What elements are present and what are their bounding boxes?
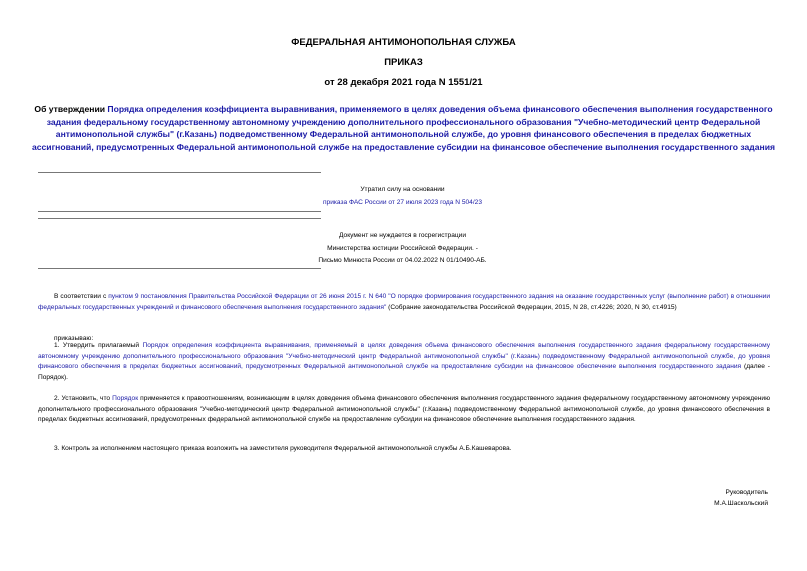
decree-link[interactable]: пунктом 9 постановления Правительства Российской Федерации от 26 июня 2015 г. N 640 "О порядке формирования государственного задания на оказание государственных услуг (выполнение работ) в отношении федеральных государственных учреждений и финансового обеспечения выполнения государственного задания" bbox=[38, 293, 770, 311]
title-prefix: Об утверждении bbox=[34, 104, 108, 114]
item-1-paragraph bbox=[38, 341, 770, 383]
procedure-short-link[interactable]: Порядок bbox=[112, 395, 139, 402]
order-word: приказываю: bbox=[54, 335, 94, 342]
item-2-end: применяется к правоотношениям, возникающим в целях доведения объема финансового обеспечения выполнения государственного задания федеральному государственному автономному учреждению дополнительного профессионального образования "Учебно-методический центр Федеральной антимонопольной службы" (г.Казань) подведомственному Федеральной антимонопольной службе, до уровня финансового обеспечения в пределах бюджетных ассигнований, предусмотренных федеральной антимонопольной службе на предоставление субсидии на финансовое обеспечение выполнения государственного задания. bbox=[38, 395, 771, 424]
item-1-end: (далее - Порядок). bbox=[38, 363, 770, 381]
divider bbox=[38, 268, 321, 269]
registration-line-3: Письмо Минюста России от 04.02.2022 N 01/10490-АБ. bbox=[318, 257, 487, 264]
signature-block bbox=[714, 488, 768, 509]
preamble-end: (Собрание законодательства Российской Федерации, 2015, N 28, ст.4226; 2020, N 30, ст.4915) bbox=[386, 303, 677, 311]
item-2-paragraph bbox=[38, 394, 770, 426]
registration-note bbox=[230, 230, 575, 268]
registration-line-1: Документ не нуждается в госрегистрации bbox=[338, 232, 467, 239]
status-note bbox=[230, 184, 575, 209]
divider bbox=[38, 211, 321, 212]
status-note-text: Утратил силу на основании bbox=[360, 186, 445, 193]
signatory-name: М.А.Шаскольский bbox=[714, 499, 768, 507]
procedure-link[interactable]: Порядок определения коэффициента выравнивания, применяемый в целях доведения объема финансового обеспечения выполнения государственного задания федеральному государственному автономному учреждению дополнительного профессионального образования "Учебно-методический центр Федеральной антимонопольной службы" (г.Казань) подведомственному Федеральной антимонопольной службе, до уровня финансового обеспечения в пределах бюджетных ассигнований, предусмотренных Федеральной антимонопольной службе на предоставление субсидии на финансовое обеспечение выполнения государственного задания bbox=[38, 342, 770, 371]
item-1-start: 1. Утвердить прилагаемый bbox=[54, 342, 143, 349]
item-3-paragraph: 3. Контроль за исполнением настоящего приказа возложить на заместителя руководителя Федеральной антимонопольной службы А.Б.Кашеварова. bbox=[54, 445, 512, 452]
divider bbox=[38, 218, 321, 219]
registration-line-2: Министерства юстиции Российской Федерации. - bbox=[327, 244, 478, 252]
item-2-start: 2. Установить, что bbox=[54, 395, 113, 402]
document-title bbox=[30, 103, 777, 153]
preamble-start: В соответствии с bbox=[54, 293, 109, 300]
repeal-order-link[interactable]: приказа ФАС России от 27 июля 2023 года N 504/23 bbox=[322, 198, 482, 206]
title-procedure-link[interactable]: Порядка определения коэффициента выравнивания, применяемого в целях доведения объема финансового обеспечения выполнения государственного задания федеральному государственному автономному учреждению дополнительного профессионального образования "Учебно-методический центр Федеральной антимонопольной службы" (г.Казань) подведомственному Федеральной антимонопольной службе, до уровня финансового обеспечения в пределах бюджетных ассигнований, предусмотренных Федеральной антимонопольной службе на предоставление субсидии на финансовое обеспечение выполнения государственного задания bbox=[31, 104, 776, 152]
divider bbox=[38, 172, 321, 173]
doc-type: ПРИКАЗ bbox=[384, 57, 423, 68]
agency-name: ФЕДЕРАЛЬНАЯ АНТИМОНОПОЛЬНАЯ СЛУЖБА bbox=[291, 37, 516, 48]
preamble-paragraph bbox=[38, 292, 770, 313]
doc-date-number: от 28 декабря 2021 года N 1551/21 bbox=[324, 77, 483, 88]
signatory-position: Руководитель bbox=[725, 489, 768, 496]
